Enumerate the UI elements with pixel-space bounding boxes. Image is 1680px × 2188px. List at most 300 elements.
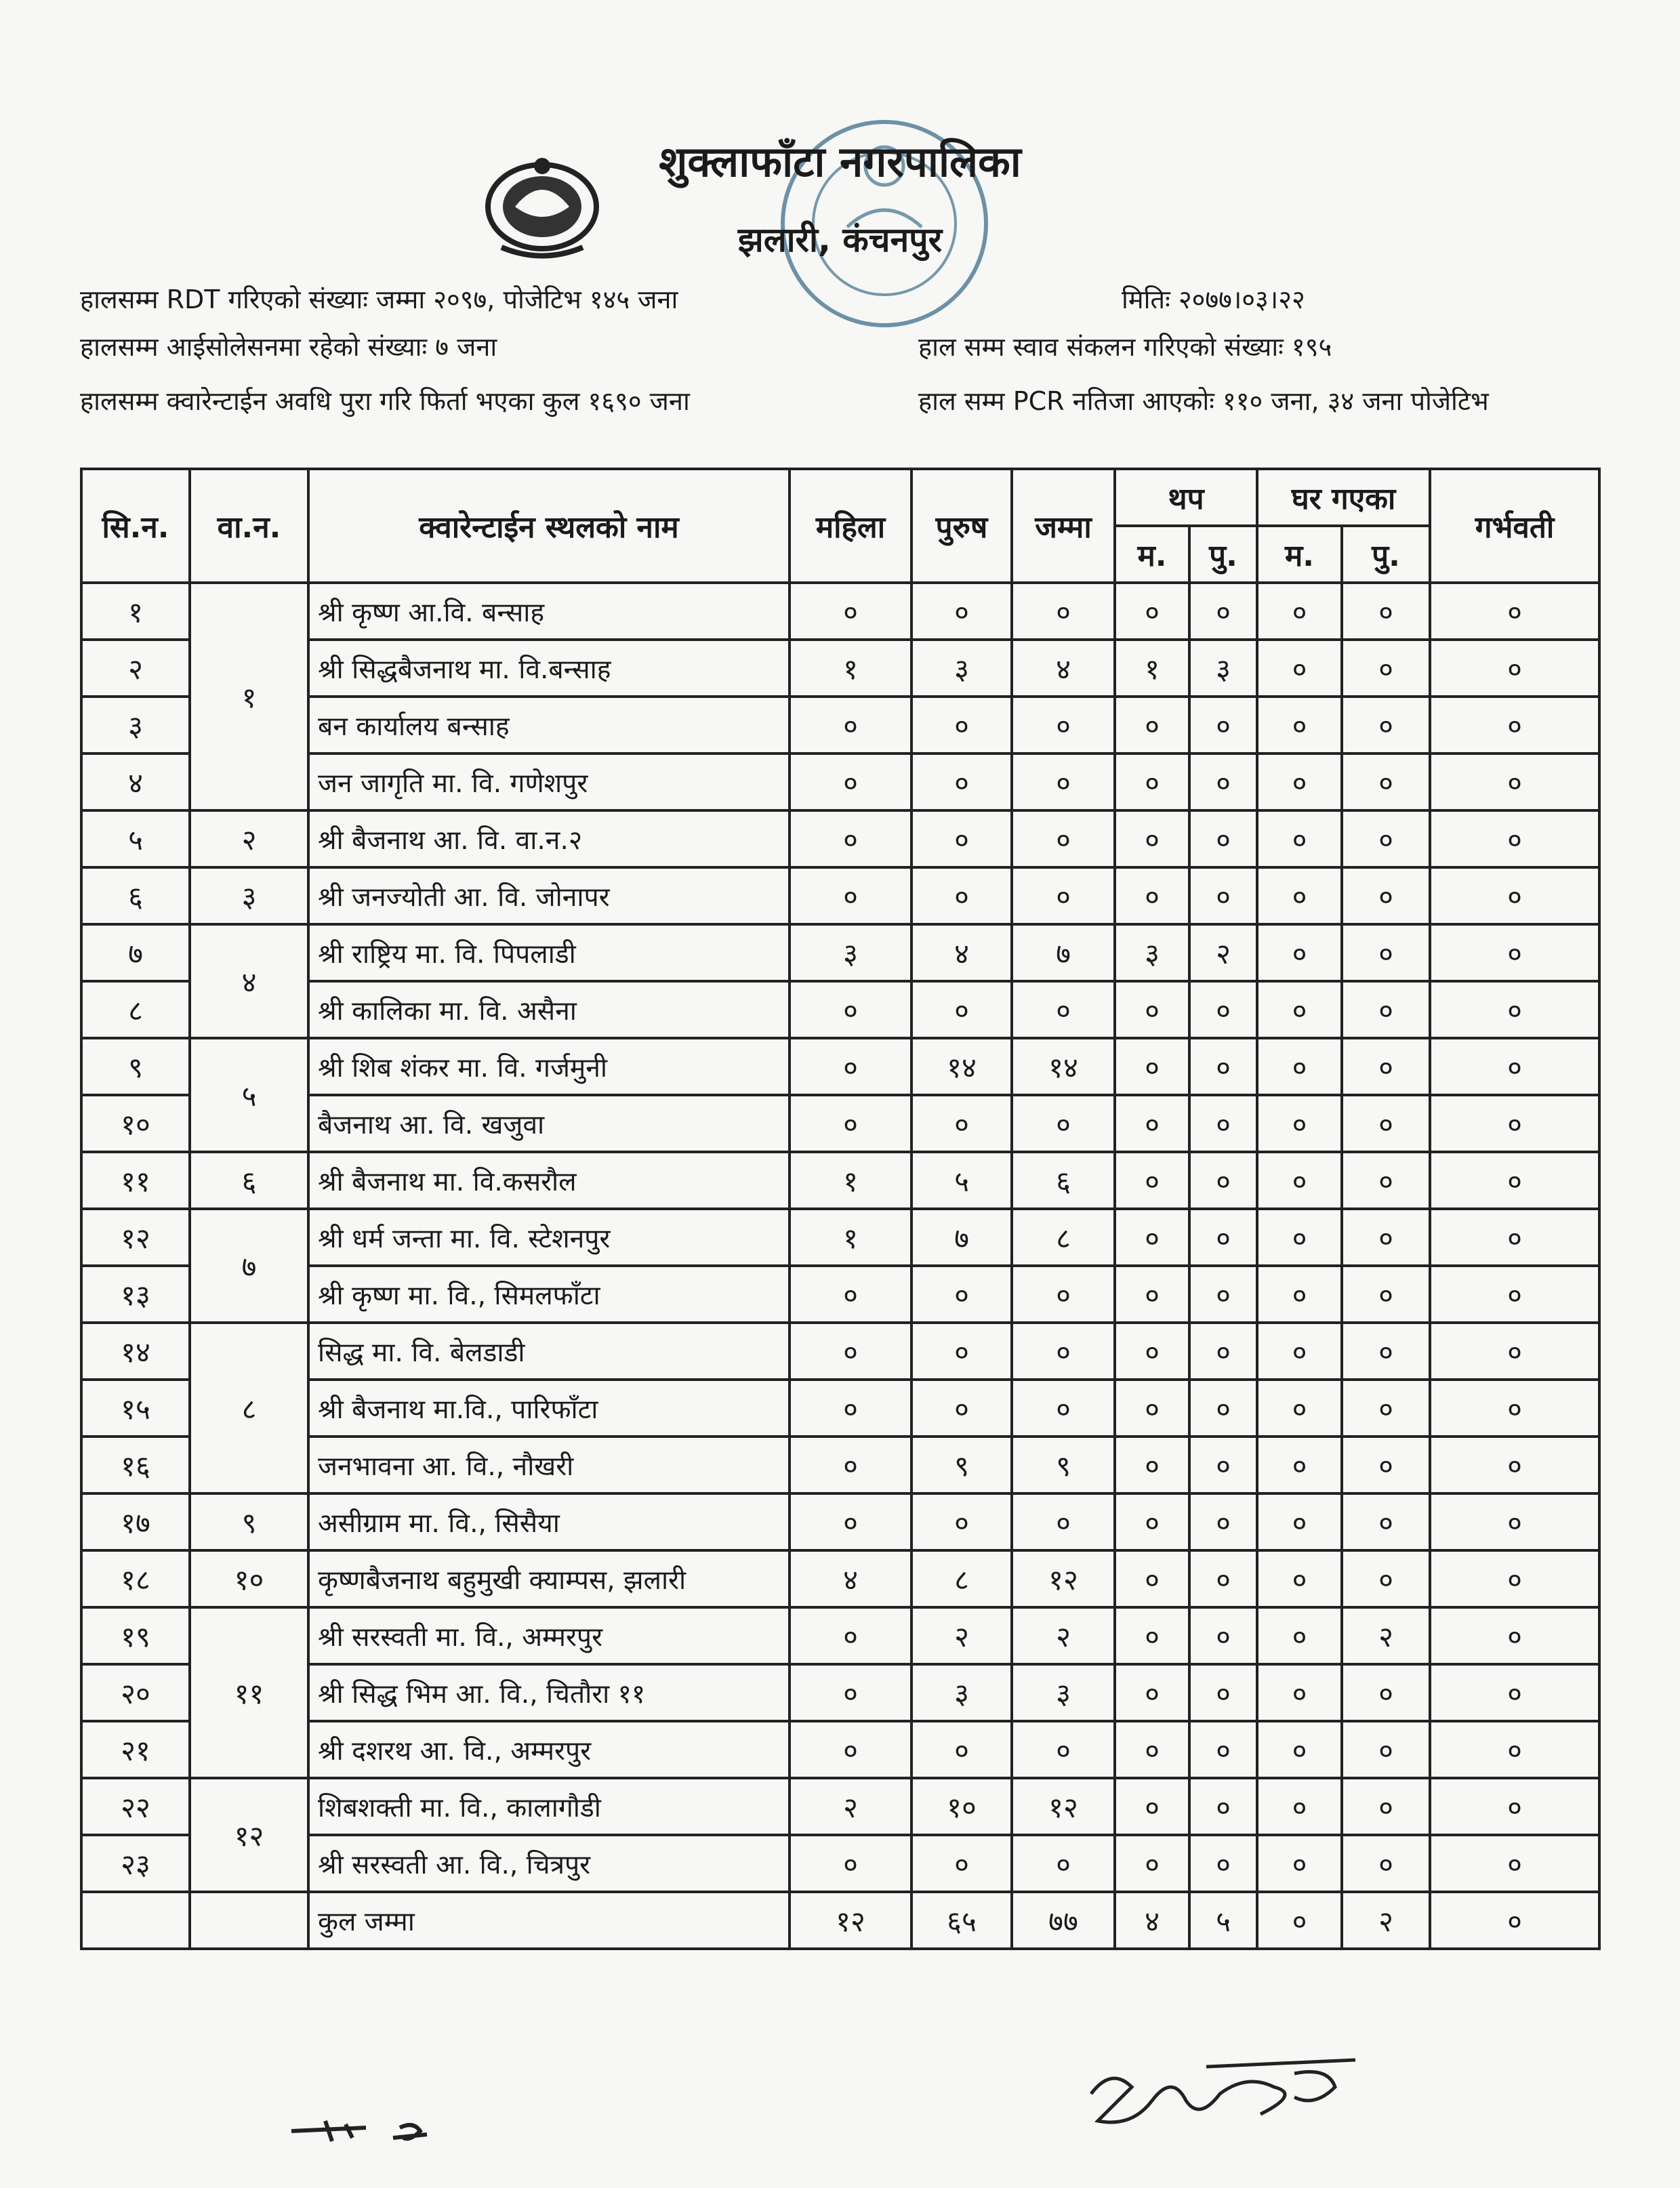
cell-home-female: ० — [1257, 1266, 1342, 1323]
cell-total: ० — [1012, 754, 1115, 810]
cell-total: ० — [1012, 981, 1115, 1038]
table-row — [81, 754, 1599, 810]
cell-quarantine-name: कृष्णबैजनाथ बहुमुखी क्याम्पस, झलारी — [308, 1550, 790, 1607]
cell-female: ० — [790, 981, 911, 1038]
cell-added-female: ० — [1115, 754, 1189, 810]
cell-added-male: ० — [1189, 697, 1257, 754]
cell-total-female: १२ — [790, 1892, 911, 1949]
municipality-title: शुक्लाफाँटा नगरपालिका — [659, 137, 1021, 186]
cell-home-female: ० — [1257, 1721, 1342, 1778]
cell-pregnant: ० — [1430, 640, 1599, 697]
cell-total: १२ — [1012, 1778, 1115, 1835]
cell-ward: ११ — [190, 1607, 308, 1778]
cell-total: ० — [1012, 1835, 1115, 1892]
cell-added-male: ० — [1189, 583, 1257, 640]
cell-quarantine-name: जनभावना आ. वि., नौखरी — [308, 1437, 790, 1493]
col-subheader-home-female: म. — [1257, 526, 1342, 583]
cell-home-male: ० — [1342, 754, 1430, 810]
cell-sn: १४ — [81, 1323, 190, 1380]
cell-added-male: ० — [1189, 1209, 1257, 1266]
cell-home-male: ० — [1342, 1209, 1430, 1266]
cell-sn: १५ — [81, 1380, 190, 1437]
cell-home-male: ० — [1342, 640, 1430, 697]
cell-total: ० — [1012, 1493, 1115, 1550]
cell-added-female: ० — [1115, 1152, 1189, 1209]
pcr-result-count: हाल सम्म PCR नतिजा आएकोः ११० जना, ३४ जना पोजेटिभ — [918, 386, 1489, 416]
cell-added-male: ० — [1189, 1493, 1257, 1550]
quarantine-returned-count: हालसम्म क्वारेन्टाईन अवधि पुरा गरि फिर्ता भएका कुल १६९० जना — [80, 386, 690, 416]
cell-home-male: ० — [1342, 1266, 1430, 1323]
cell-quarantine-name: श्री धर्म जन्ता मा. वि. स्टेशनपुर — [308, 1209, 790, 1266]
cell-male: ० — [911, 583, 1012, 640]
cell-home-male: ० — [1342, 1038, 1430, 1095]
table-row — [81, 1721, 1599, 1778]
cell-male: ३ — [911, 1664, 1012, 1721]
cell-added-female: ० — [1115, 1721, 1189, 1778]
cell-added-female: ० — [1115, 583, 1189, 640]
cell-added-male: ० — [1189, 1607, 1257, 1664]
cell-sn: ३ — [81, 697, 190, 754]
cell-female: ० — [790, 1323, 911, 1380]
cell-sn: ११ — [81, 1152, 190, 1209]
cell-total: ० — [1012, 1323, 1115, 1380]
table-row — [81, 1038, 1599, 1095]
cell-added-female: ० — [1115, 697, 1189, 754]
cell-quarantine-name: श्री बैजनाथ मा. वि.कसरौल — [308, 1152, 790, 1209]
table-row — [81, 1152, 1599, 1209]
cell-home-female: ० — [1257, 1778, 1342, 1835]
table-row — [81, 867, 1599, 924]
cell-total: ८ — [1012, 1209, 1115, 1266]
cell-total-added-female: ४ — [1115, 1892, 1189, 1949]
cell-home-female: ० — [1257, 981, 1342, 1038]
cell-female: ० — [790, 1380, 911, 1437]
cell-total: ० — [1012, 1266, 1115, 1323]
cell-added-male: ० — [1189, 1038, 1257, 1095]
cell-quarantine-name: सिद्ध मा. वि. बेलडाडी — [308, 1323, 790, 1380]
cell-quarantine-name: श्री कृष्ण मा. वि., सिमलफाँटा — [308, 1266, 790, 1323]
cell-added-male: ० — [1189, 1380, 1257, 1437]
table-body — [81, 583, 1599, 1949]
cell-pregnant: ० — [1430, 1323, 1599, 1380]
cell-added-female: ० — [1115, 1209, 1189, 1266]
cell-added-male: ० — [1189, 1152, 1257, 1209]
table-row — [81, 697, 1599, 754]
cell-total-blank-sn — [81, 1892, 190, 1949]
cell-pregnant: ० — [1430, 1835, 1599, 1892]
table-row — [81, 1607, 1599, 1664]
municipality-address: झलारी, कंचनपुर — [737, 220, 943, 260]
cell-male: ३ — [911, 640, 1012, 697]
signature-left-icon — [285, 2107, 488, 2155]
cell-female: ० — [790, 810, 911, 867]
cell-added-female: ० — [1115, 1323, 1189, 1380]
signature-right-icon — [1071, 2046, 1369, 2148]
cell-female: ० — [790, 1038, 911, 1095]
cell-added-male: ० — [1189, 1778, 1257, 1835]
cell-added-male: ० — [1189, 981, 1257, 1038]
table-row — [81, 1095, 1599, 1152]
cell-pregnant: ० — [1430, 867, 1599, 924]
cell-sn: २ — [81, 640, 190, 697]
cell-female: ० — [790, 1437, 911, 1493]
cell-quarantine-name: श्री सिद्धबैजनाथ मा. वि.बन्साह — [308, 640, 790, 697]
col-header-added: थप — [1115, 469, 1257, 526]
cell-pregnant: ० — [1430, 1721, 1599, 1778]
cell-male: ९ — [911, 1437, 1012, 1493]
cell-quarantine-name: श्री बैजनाथ मा.वि., पारिफाँटा — [308, 1380, 790, 1437]
cell-female: ० — [790, 1095, 911, 1152]
cell-sn: ५ — [81, 810, 190, 867]
cell-pregnant: ० — [1430, 697, 1599, 754]
cell-added-male: ० — [1189, 1721, 1257, 1778]
cell-female: ० — [790, 1835, 911, 1892]
cell-female: ० — [790, 697, 911, 754]
cell-added-male: २ — [1189, 924, 1257, 981]
cell-pregnant: ० — [1430, 1437, 1599, 1493]
cell-added-male: ० — [1189, 867, 1257, 924]
cell-home-female: ० — [1257, 1380, 1342, 1437]
cell-male: ० — [911, 1493, 1012, 1550]
cell-home-female: ० — [1257, 1550, 1342, 1607]
col-subheader-added-female: म. — [1115, 526, 1189, 583]
cell-female: ० — [790, 867, 911, 924]
table-row — [81, 924, 1599, 981]
cell-pregnant: ० — [1430, 1095, 1599, 1152]
cell-total: ३ — [1012, 1664, 1115, 1721]
table-row — [81, 1664, 1599, 1721]
cell-sn: १७ — [81, 1493, 190, 1550]
cell-sn: २० — [81, 1664, 190, 1721]
cell-pregnant: ० — [1430, 754, 1599, 810]
cell-added-male: ० — [1189, 1095, 1257, 1152]
cell-ward: १० — [190, 1550, 308, 1607]
cell-quarantine-name: श्री सरस्वती मा. वि., अम्मरपुर — [308, 1607, 790, 1664]
table-row — [81, 1266, 1599, 1323]
cell-home-female: ० — [1257, 1209, 1342, 1266]
cell-added-female: ० — [1115, 867, 1189, 924]
cell-total: ० — [1012, 697, 1115, 754]
cell-total: ४ — [1012, 640, 1115, 697]
col-subheader-added-male: पु. — [1189, 526, 1257, 583]
cell-sn: १८ — [81, 1550, 190, 1607]
cell-female: ० — [790, 1721, 911, 1778]
table-row — [81, 981, 1599, 1038]
col-header-pregnant: गर्भवती — [1430, 469, 1599, 583]
cell-quarantine-name: जन जागृति मा. वि. गणेशपुर — [308, 754, 790, 810]
cell-home-male: ० — [1342, 1095, 1430, 1152]
cell-sn: ४ — [81, 754, 190, 810]
cell-total-blank-ward — [190, 1892, 308, 1949]
cell-quarantine-name: श्री सरस्वती आ. वि., चित्रपुर — [308, 1835, 790, 1892]
cell-sn: १९ — [81, 1607, 190, 1664]
cell-home-male: ० — [1342, 1664, 1430, 1721]
cell-added-male: ० — [1189, 1323, 1257, 1380]
cell-quarantine-name: श्री कृष्ण आ.वि. बन्साह — [308, 583, 790, 640]
cell-sn: ७ — [81, 924, 190, 981]
cell-sn: ६ — [81, 867, 190, 924]
cell-male: ० — [911, 1835, 1012, 1892]
cell-male: ५ — [911, 1152, 1012, 1209]
cell-male: ० — [911, 867, 1012, 924]
cell-home-female: ० — [1257, 583, 1342, 640]
col-header-male: पुरुष — [911, 469, 1012, 583]
cell-total-home-female: ० — [1257, 1892, 1342, 1949]
col-header-home: घर गएका — [1257, 469, 1430, 526]
cell-total: ७ — [1012, 924, 1115, 981]
report-date: मितिः २०७७।०३।२२ — [1122, 285, 1305, 314]
cell-pregnant: ० — [1430, 1266, 1599, 1323]
cell-male: ० — [911, 810, 1012, 867]
cell-pregnant: ० — [1430, 1380, 1599, 1437]
cell-home-male: ० — [1342, 1550, 1430, 1607]
table-row — [81, 1323, 1599, 1380]
cell-home-female: ० — [1257, 1835, 1342, 1892]
cell-pregnant: ० — [1430, 1664, 1599, 1721]
cell-male: ० — [911, 1721, 1012, 1778]
cell-sn: १ — [81, 583, 190, 640]
cell-female: १ — [790, 640, 911, 697]
cell-quarantine-name: श्री राष्ट्रिय मा. वि. पिपलाडी — [308, 924, 790, 981]
cell-quarantine-name: श्री जनज्योती आ. वि. जोनापर — [308, 867, 790, 924]
cell-pregnant: ० — [1430, 1038, 1599, 1095]
cell-male: ० — [911, 1266, 1012, 1323]
cell-ward: १ — [190, 583, 308, 810]
cell-added-female: ० — [1115, 810, 1189, 867]
cell-total: ० — [1012, 583, 1115, 640]
cell-home-female: ० — [1257, 1437, 1342, 1493]
cell-home-male: ० — [1342, 1835, 1430, 1892]
cell-quarantine-name: श्री बैजनाथ आ. वि. वा.न.२ — [308, 810, 790, 867]
cell-total-pregnant: ० — [1430, 1892, 1599, 1949]
cell-sn: १२ — [81, 1209, 190, 1266]
cell-home-female: ० — [1257, 1493, 1342, 1550]
cell-total: ० — [1012, 1380, 1115, 1437]
cell-female: १ — [790, 1209, 911, 1266]
cell-ward: ६ — [190, 1152, 308, 1209]
cell-pregnant: ० — [1430, 1152, 1599, 1209]
cell-added-female: ० — [1115, 1038, 1189, 1095]
cell-female: ० — [790, 1664, 911, 1721]
cell-total: ० — [1012, 867, 1115, 924]
cell-total: ६ — [1012, 1152, 1115, 1209]
quarantine-table — [80, 468, 1601, 1950]
cell-home-female: ० — [1257, 640, 1342, 697]
rdt-count: हालसम्म RDT गरिएको संख्याः जम्मा २०९७, पोजेटिभ १४५ जना — [80, 285, 678, 314]
cell-home-female: ० — [1257, 1607, 1342, 1664]
col-header-ward: वा.न. — [190, 469, 308, 583]
cell-quarantine-name: श्री कालिका मा. वि. असैना — [308, 981, 790, 1038]
cell-quarantine-name: श्री दशरथ आ. वि., अम्मरपुर — [308, 1721, 790, 1778]
cell-home-male: ० — [1342, 924, 1430, 981]
cell-added-female: १ — [1115, 640, 1189, 697]
cell-quarantine-name: बैजनाथ आ. वि. खजुवा — [308, 1095, 790, 1152]
cell-pregnant: ० — [1430, 583, 1599, 640]
cell-quarantine-name: बन कार्यालय बन्साह — [308, 697, 790, 754]
cell-sn: २३ — [81, 1835, 190, 1892]
cell-added-male: ० — [1189, 810, 1257, 867]
cell-home-female: ० — [1257, 924, 1342, 981]
cell-total-male: ६५ — [911, 1892, 1012, 1949]
cell-added-male: ० — [1189, 1664, 1257, 1721]
cell-sn: २१ — [81, 1721, 190, 1778]
cell-quarantine-name: असीग्राम मा. वि., सिसैया — [308, 1493, 790, 1550]
cell-sn: ९ — [81, 1038, 190, 1095]
cell-ward: १२ — [190, 1778, 308, 1892]
table-row — [81, 810, 1599, 867]
cell-female: ४ — [790, 1550, 911, 1607]
cell-male: ० — [911, 1095, 1012, 1152]
cell-male: ० — [911, 981, 1012, 1038]
cell-pregnant: ० — [1430, 810, 1599, 867]
cell-quarantine-name: शिबशक्ती मा. वि., कालागौडी — [308, 1778, 790, 1835]
cell-pregnant: ० — [1430, 1493, 1599, 1550]
cell-home-female: ० — [1257, 867, 1342, 924]
cell-home-male: ० — [1342, 1437, 1430, 1493]
swab-count: हाल सम्म स्वाव संकलन गरिएको संख्याः १९५ — [918, 332, 1332, 362]
cell-total-home-male: २ — [1342, 1892, 1430, 1949]
table-row — [81, 1380, 1599, 1437]
cell-added-male: ० — [1189, 754, 1257, 810]
cell-home-female: ० — [1257, 1152, 1342, 1209]
cell-home-female: ० — [1257, 697, 1342, 754]
cell-home-female: ० — [1257, 1323, 1342, 1380]
cell-home-female: ० — [1257, 810, 1342, 867]
table-row — [81, 640, 1599, 697]
table-row — [81, 1437, 1599, 1493]
cell-ward: ९ — [190, 1493, 308, 1550]
cell-female: ० — [790, 1607, 911, 1664]
cell-total: ९ — [1012, 1437, 1115, 1493]
total-row — [81, 1892, 1599, 1949]
cell-added-female: ० — [1115, 1095, 1189, 1152]
cell-ward: ५ — [190, 1038, 308, 1152]
cell-added-female: ० — [1115, 1664, 1189, 1721]
cell-female: ० — [790, 1266, 911, 1323]
cell-pregnant: ० — [1430, 1209, 1599, 1266]
cell-added-female: ० — [1115, 1437, 1189, 1493]
table-row — [81, 1209, 1599, 1266]
table-row — [81, 583, 1599, 640]
cell-ward: ३ — [190, 867, 308, 924]
cell-female: ० — [790, 1493, 911, 1550]
cell-pregnant: ० — [1430, 1778, 1599, 1835]
cell-home-female: ० — [1257, 1038, 1342, 1095]
cell-total: ० — [1012, 1721, 1115, 1778]
cell-sn: १३ — [81, 1266, 190, 1323]
cell-female: ३ — [790, 924, 911, 981]
cell-home-female: ० — [1257, 1664, 1342, 1721]
cell-male: ० — [911, 1380, 1012, 1437]
cell-male: ७ — [911, 1209, 1012, 1266]
cell-added-male: ० — [1189, 1835, 1257, 1892]
cell-sn: २२ — [81, 1778, 190, 1835]
cell-female: ० — [790, 583, 911, 640]
isolation-count: हालसम्म आईसोलेसनमा रहेको संख्याः ७ जना — [80, 332, 497, 362]
cell-added-female: ० — [1115, 981, 1189, 1038]
cell-male: २ — [911, 1607, 1012, 1664]
cell-sn: १६ — [81, 1437, 190, 1493]
cell-total: ० — [1012, 810, 1115, 867]
cell-total: १२ — [1012, 1550, 1115, 1607]
cell-quarantine-name: श्री सिद्ध भिम आ. वि., चितौरा ११ — [308, 1664, 790, 1721]
table-row — [81, 1778, 1599, 1835]
col-header-name: क्वारेन्टाईन स्थलको नाम — [308, 469, 790, 583]
cell-home-male: ० — [1342, 1152, 1430, 1209]
cell-added-male: ० — [1189, 1437, 1257, 1493]
cell-added-female: ० — [1115, 1550, 1189, 1607]
cell-added-male: ३ — [1189, 640, 1257, 697]
cell-added-female: ० — [1115, 1493, 1189, 1550]
cell-ward: ४ — [190, 924, 308, 1038]
cell-added-female: ० — [1115, 1778, 1189, 1835]
cell-total-label: कुल जम्मा — [308, 1892, 790, 1949]
cell-pregnant: ० — [1430, 1550, 1599, 1607]
table-row — [81, 1493, 1599, 1550]
table-row — [81, 1550, 1599, 1607]
cell-ward: २ — [190, 810, 308, 867]
cell-home-male: ० — [1342, 1323, 1430, 1380]
cell-added-female: ० — [1115, 1266, 1189, 1323]
cell-added-female: ० — [1115, 1607, 1189, 1664]
col-header-total: जम्मा — [1012, 469, 1115, 583]
cell-male: १४ — [911, 1038, 1012, 1095]
cell-total-added-male: ५ — [1189, 1892, 1257, 1949]
cell-pregnant: ० — [1430, 924, 1599, 981]
cell-added-female: ० — [1115, 1380, 1189, 1437]
cell-male: ० — [911, 754, 1012, 810]
cell-home-male: ० — [1342, 697, 1430, 754]
cell-male: ८ — [911, 1550, 1012, 1607]
col-header-female: महिला — [790, 469, 911, 583]
cell-sn: ८ — [81, 981, 190, 1038]
cell-home-male: ० — [1342, 583, 1430, 640]
cell-home-male: ० — [1342, 810, 1430, 867]
cell-female: २ — [790, 1778, 911, 1835]
cell-added-male: ० — [1189, 1266, 1257, 1323]
cell-male: ० — [911, 1323, 1012, 1380]
cell-female: १ — [790, 1152, 911, 1209]
cell-male: ४ — [911, 924, 1012, 981]
cell-male: ० — [911, 697, 1012, 754]
cell-total-total: ७७ — [1012, 1892, 1115, 1949]
cell-home-female: ० — [1257, 754, 1342, 810]
cell-quarantine-name: श्री शिब शंकर मा. वि. गर्जमुनी — [308, 1038, 790, 1095]
cell-female: ० — [790, 754, 911, 810]
table-row — [81, 1835, 1599, 1892]
cell-home-male: ० — [1342, 1721, 1430, 1778]
cell-home-male: ० — [1342, 981, 1430, 1038]
cell-total: ० — [1012, 1095, 1115, 1152]
cell-total: १४ — [1012, 1038, 1115, 1095]
cell-pregnant: ० — [1430, 1607, 1599, 1664]
cell-added-male: ० — [1189, 1550, 1257, 1607]
cell-home-male: ० — [1342, 867, 1430, 924]
cell-home-male: ० — [1342, 1778, 1430, 1835]
cell-ward: ७ — [190, 1209, 308, 1323]
cell-ward: ८ — [190, 1323, 308, 1493]
cell-home-male: २ — [1342, 1607, 1430, 1664]
cell-home-male: ० — [1342, 1493, 1430, 1550]
col-subheader-home-male: पु. — [1342, 526, 1430, 583]
cell-added-female: ० — [1115, 1835, 1189, 1892]
cell-male: १० — [911, 1778, 1012, 1835]
cell-pregnant: ० — [1430, 981, 1599, 1038]
cell-home-male: ० — [1342, 1380, 1430, 1437]
cell-home-female: ० — [1257, 1095, 1342, 1152]
cell-sn: १० — [81, 1095, 190, 1152]
cell-total: २ — [1012, 1607, 1115, 1664]
